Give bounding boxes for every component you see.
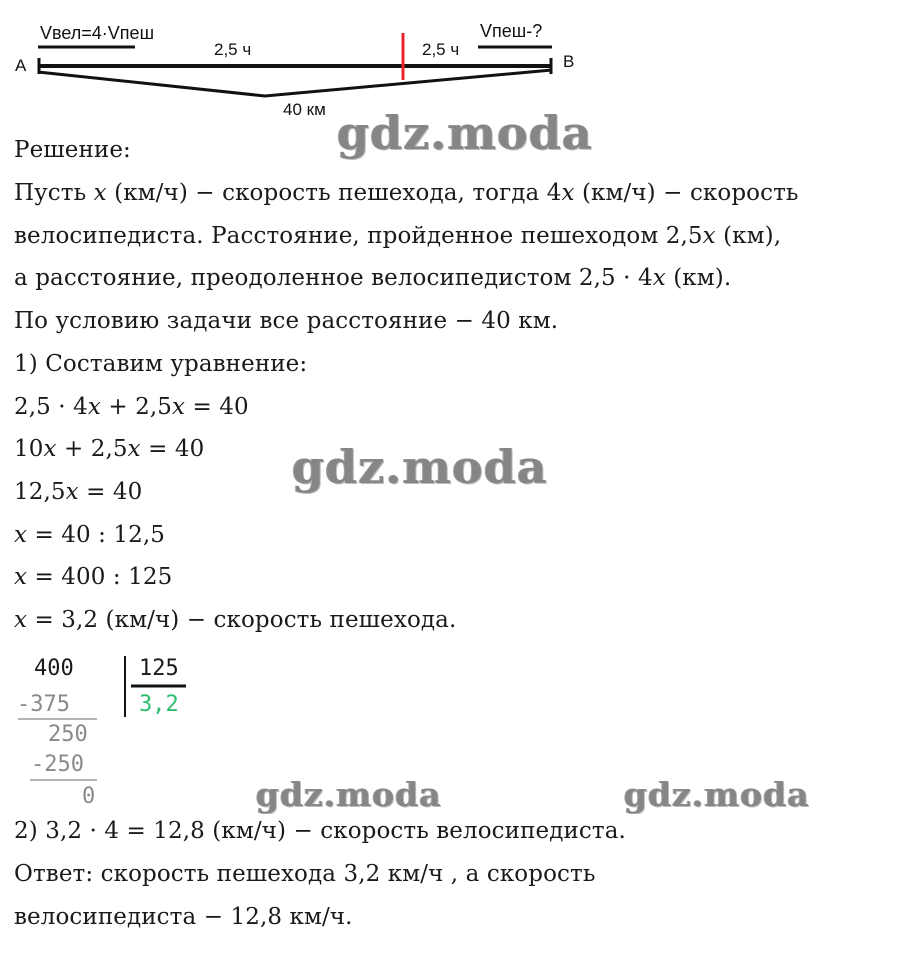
intro-line-1: Пусть x (км/ч) − скорость пешехода, тогда 4x (км/ч) − скорость <box>14 180 799 206</box>
division-quotient: 3,2 <box>139 692 179 717</box>
watermark: gdz.moda <box>292 440 548 494</box>
division-remainder-2: 0 <box>82 784 96 809</box>
point-b-label: В <box>563 52 575 71</box>
division-dividend: 400 <box>34 656 74 681</box>
bike-speed-label: Vвел=4·Vпеш <box>40 23 155 43</box>
watermark: gdz.moda <box>337 106 593 160</box>
equation-5: x = 400 : 125 <box>14 564 173 590</box>
point-a-label: А <box>15 56 27 75</box>
intro-line-2: велосипедиста. Расстояние, пройденное пешеходом 2,5x (км), <box>14 223 782 249</box>
time-right-label: 2,5 ч <box>422 40 460 59</box>
division-subtrahend-2: -250 <box>31 752 84 777</box>
condition-line: По условию задачи все расстояние − 40 км. <box>14 308 559 334</box>
division-subtrahend-1: -375 <box>17 692 70 717</box>
equation-6: x = 3,2 (км/ч) − скорость пешехода. <box>14 607 457 633</box>
answer-line-1: Ответ: скорость пешехода 3,2 км/ч , а скорость <box>14 861 596 887</box>
equation-1: 2,5 · 4x + 2,5x = 40 <box>14 394 249 420</box>
division-divisor: 125 <box>139 656 179 681</box>
watermark: gdz.moda <box>624 775 810 814</box>
equation-2: 10x + 2,5x = 40 <box>14 436 205 462</box>
distance-label: 40 км <box>283 100 326 119</box>
step-1-line: 1) Составим уравнение: <box>14 351 308 377</box>
walk-speed-label: Vпеш-? <box>480 21 543 41</box>
time-left-label: 2,5 ч <box>214 40 252 59</box>
division-remainder-1: 250 <box>48 722 88 747</box>
answer-line-2: велосипедиста − 12,8 км/ч. <box>14 904 353 930</box>
intro-line-3: а расстояние, преодоленное велосипедистом 2,5 · 4x (км). <box>14 265 732 291</box>
step-2-line: 2) 3,2 · 4 = 12,8 (км/ч) − скорость велосипедиста. <box>14 818 626 844</box>
watermark: gdz.moda <box>256 775 442 814</box>
solution-heading: Решение: <box>14 137 131 163</box>
equation-3: 12,5x = 40 <box>14 479 143 505</box>
equation-4: x = 40 : 12,5 <box>14 522 166 548</box>
